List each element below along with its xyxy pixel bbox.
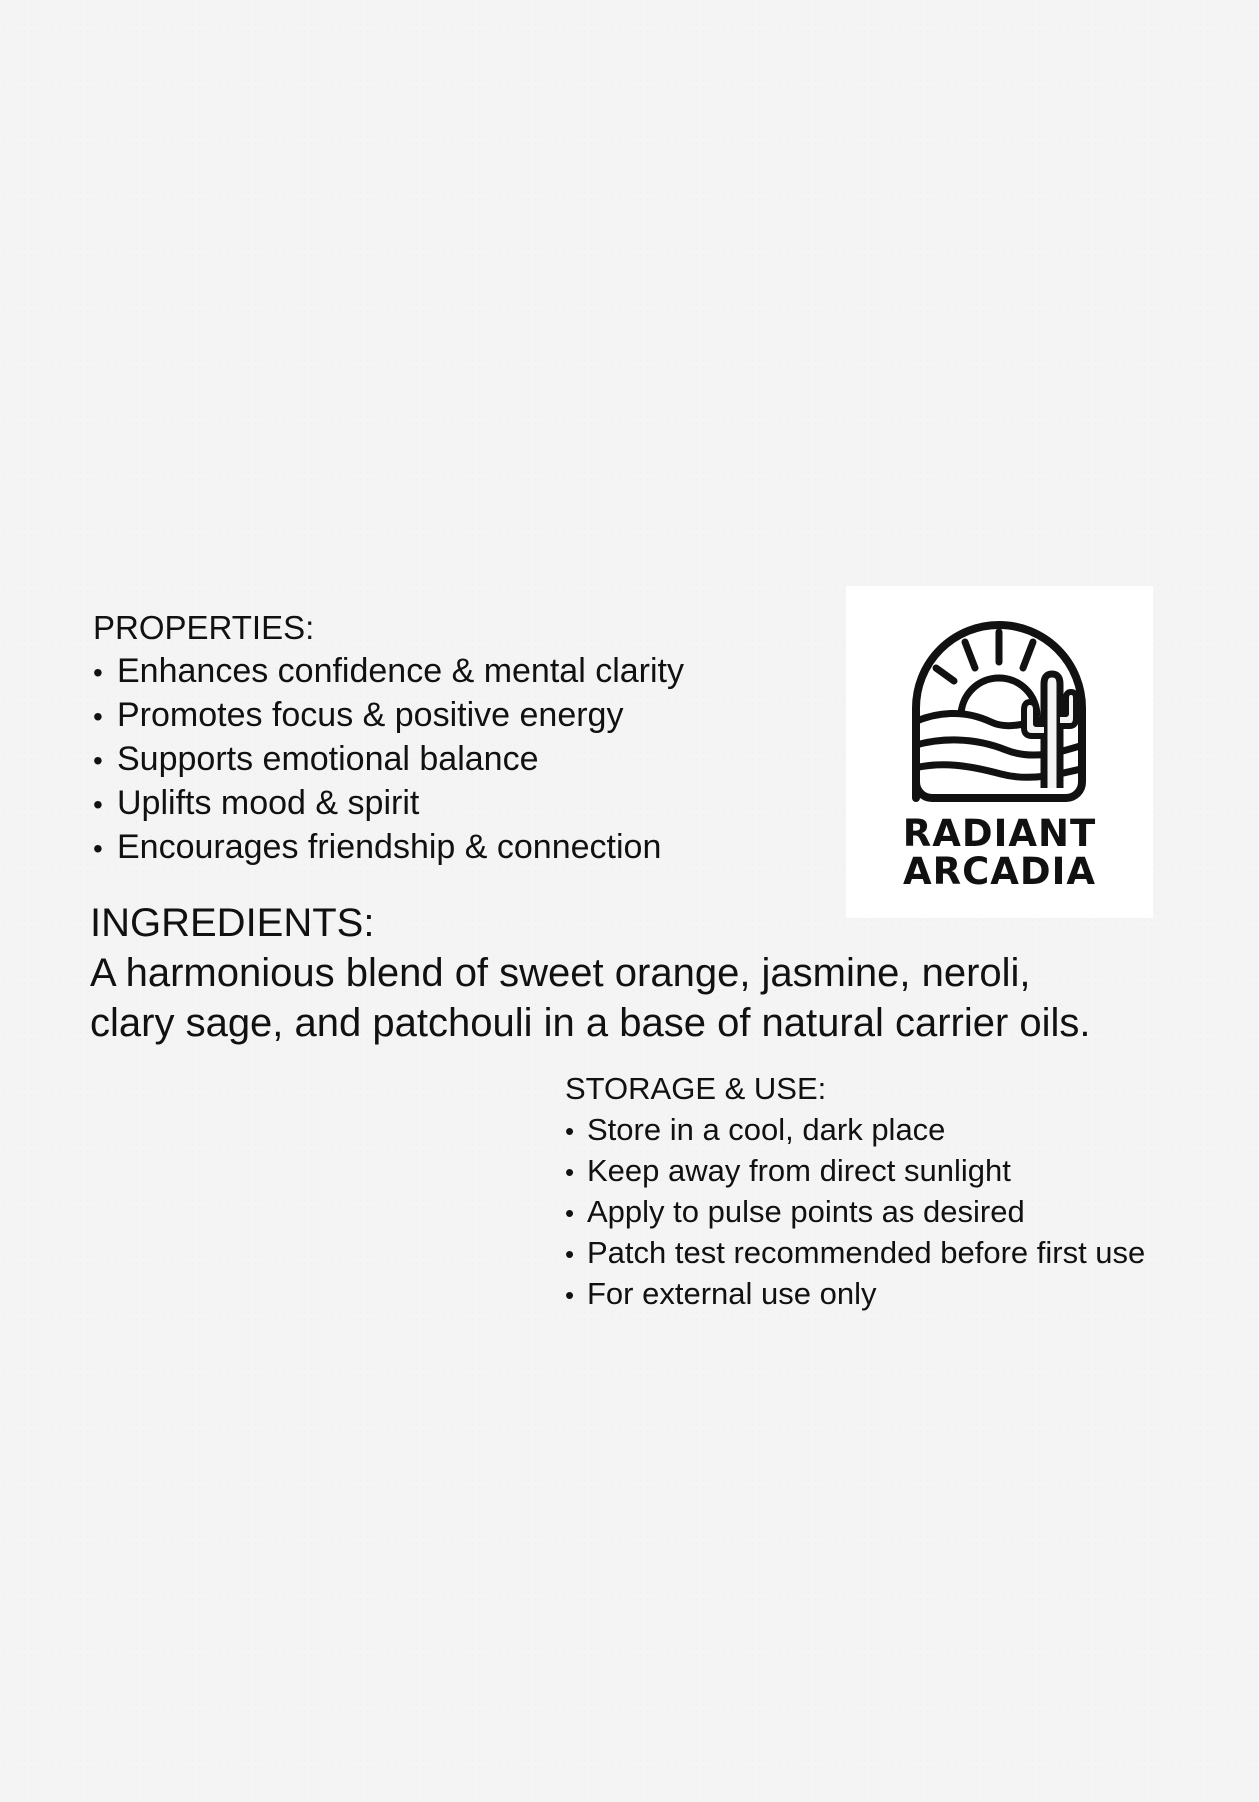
- storage-text: Store in a cool, dark place: [587, 1112, 946, 1147]
- list-item: [93, 826, 853, 870]
- bullet: •: [93, 789, 103, 820]
- list-item: [565, 1274, 1245, 1315]
- property-text: Uplifts mood & spirit: [117, 784, 420, 822]
- brand-name-line2: ARCADIA: [902, 850, 1097, 893]
- bullet: •: [93, 745, 103, 776]
- property-text: Enhances confidence & mental clarity: [117, 652, 684, 690]
- storage-list: [565, 1110, 1245, 1315]
- list-item: [93, 782, 853, 826]
- list-item: [93, 650, 853, 694]
- property-text: Promotes focus & positive energy: [117, 696, 624, 734]
- ingredients-section: [90, 898, 1240, 1048]
- list-item: [93, 694, 853, 738]
- bullet: •: [565, 1157, 575, 1187]
- ingredients-line-1: A harmonious blend of sweet orange, jasmine, neroli,: [90, 951, 1031, 995]
- list-item: [93, 738, 853, 782]
- bullet: •: [565, 1198, 575, 1228]
- bullet: •: [93, 701, 103, 732]
- list-item: [565, 1110, 1245, 1151]
- desert-sun-cactus-icon: [906, 618, 1093, 804]
- storage-text: Patch test recommended before first use: [587, 1235, 1146, 1270]
- ingredients-line-2: clary sage, and patchouli in a base of natural carrier oils.: [90, 1001, 1091, 1045]
- list-item: [565, 1233, 1245, 1274]
- storage-text: Keep away from direct sunlight: [587, 1153, 1011, 1188]
- property-text: Supports emotional balance: [117, 740, 539, 778]
- list-item: [565, 1192, 1245, 1233]
- bullet: •: [93, 657, 103, 688]
- properties-list: [93, 650, 853, 870]
- properties-section: [93, 606, 853, 870]
- list-item: [565, 1151, 1245, 1192]
- storage-section: [565, 1068, 1245, 1315]
- storage-text: For external use only: [587, 1276, 877, 1311]
- brand-name-line1: RADIANT: [902, 812, 1097, 855]
- brand-logo: [846, 586, 1153, 918]
- ingredients-heading: INGREDIENTS:: [90, 901, 375, 945]
- bullet: •: [565, 1239, 575, 1269]
- storage-text: Apply to pulse points as desired: [587, 1194, 1025, 1229]
- properties-heading: PROPERTIES:: [93, 609, 315, 646]
- property-text: Encourages friendship & connection: [117, 828, 662, 866]
- bullet: •: [565, 1116, 575, 1146]
- bullet: •: [565, 1280, 575, 1310]
- bullet: •: [93, 833, 103, 864]
- storage-heading: STORAGE & USE:: [565, 1071, 827, 1106]
